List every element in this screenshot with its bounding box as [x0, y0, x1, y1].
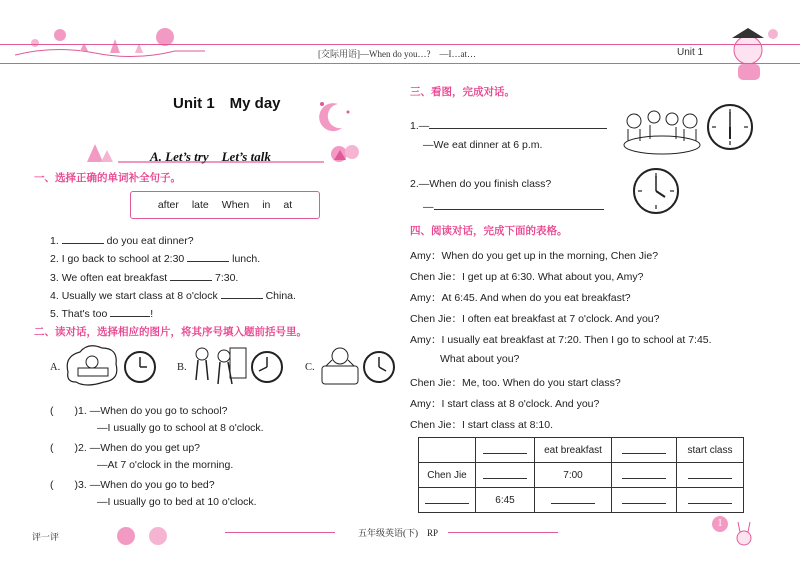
dialogue-line: Chen Jie：I start class at 8:10.	[410, 419, 553, 431]
dialogue-item-1: ( )1. —When do you go to school?	[50, 405, 228, 417]
table-cell[interactable]	[612, 438, 677, 463]
fill-item-1: 1. do you eat dinner?	[50, 235, 194, 247]
dialogue-item-2: ( )2. —When do you get up?	[50, 442, 201, 454]
section4-heading: 四、阅读对话，完成下面的表格。	[410, 225, 568, 237]
word-bank	[130, 191, 320, 219]
footer-book: 五年级英语(下) RP	[358, 528, 439, 538]
answer-blank[interactable]	[110, 306, 150, 317]
dialogue-line: Amy：I start class at 8 o'clock. And you?	[410, 398, 600, 410]
dialogue-line: Amy：I usually eat breakfast at 7:20. Then I go to school at 7:45.	[410, 334, 712, 346]
answer-blank[interactable]	[429, 118, 607, 129]
section2-heading: 二、读对话，选择相应的图片，将其序号填入题前括号里。	[34, 326, 307, 338]
section1-heading: 一、选择正确的单词补全句子。	[34, 172, 181, 184]
dialogue-line: Chen Jie：Me, too. When do you start class?	[410, 377, 621, 389]
table-cell: 6:45	[476, 488, 535, 513]
picture-answer-2: —	[423, 199, 604, 213]
pic-label-a: A.	[50, 362, 61, 373]
answer-blank[interactable]	[434, 199, 604, 210]
dialogue-line: Chen Jie：I get up at 6:30. What about you, Amy?	[410, 271, 644, 283]
sleeping-child-picture	[62, 342, 122, 390]
fill-item-5: 5. That's too !	[50, 308, 154, 320]
answer-paren[interactable]: ( )	[50, 479, 78, 491]
table-row	[419, 488, 744, 513]
word-bank-item: after	[157, 199, 179, 211]
children-walking-picture	[188, 344, 248, 392]
dialogue-line: What about you?	[440, 353, 520, 365]
table-cell[interactable]	[612, 488, 677, 513]
answer-blank[interactable]	[170, 270, 212, 281]
picture-item-1: 1.—	[410, 118, 607, 132]
table-cell: Chen Jie	[419, 463, 476, 488]
clock-icon	[251, 351, 283, 383]
table-cell[interactable]	[612, 463, 677, 488]
lesson-subtitle: A. Let’s try Let’s talk	[150, 149, 271, 164]
footer-divider	[225, 532, 335, 533]
family-dinner-picture	[620, 105, 704, 157]
dialogue-answer-3: —I usually go to bed at 10 o'clock.	[97, 496, 257, 508]
table-cell[interactable]	[419, 488, 476, 513]
clock-icon	[707, 104, 753, 150]
table-cell[interactable]	[677, 463, 744, 488]
footer-label: 评一评	[32, 532, 60, 542]
table-cell[interactable]	[677, 488, 744, 513]
dialogue-answer-2: —At 7 o'clock in the morning.	[97, 459, 234, 471]
word-bank-item: in	[262, 199, 271, 211]
fill-item-2: 2. I go back to school at 2:30 lunch.	[50, 253, 261, 265]
pic-label-c: C.	[305, 362, 315, 373]
clock-icon	[633, 168, 679, 214]
answer-paren[interactable]: ( )	[50, 405, 78, 417]
table-cell: eat breakfast	[535, 438, 612, 463]
table-cell: 7:00	[535, 463, 612, 488]
word-bank-item: late	[191, 199, 209, 211]
table-row	[419, 463, 744, 488]
dialogue-line: Chen Jie：I often eat breakfast at 7 o'clock. And you?	[410, 313, 660, 325]
header-unit: Unit 1	[677, 47, 704, 58]
table-cell[interactable]	[476, 438, 535, 463]
fill-item-4: 4. Usually we start class at 8 o'clock China.	[50, 290, 296, 302]
dialogue-answer-1: —I usually go to school at 8 o'clock.	[97, 422, 264, 434]
page-title: Unit 1 My day	[173, 95, 281, 112]
section3-heading: 三、看图，完成对话。	[410, 86, 515, 98]
table-cell: start class	[677, 438, 744, 463]
dialogue-line: Amy：At 6:45. And when do you eat breakfast?	[410, 292, 631, 304]
table-cell[interactable]	[535, 488, 612, 513]
footer-divider	[448, 532, 558, 533]
header-topic: [交际用语]—When do you…? —I…at…	[318, 49, 476, 59]
answer-blank[interactable]	[221, 288, 263, 299]
clock-icon	[363, 351, 395, 383]
word-bank-item: at	[283, 199, 293, 211]
pic-label-b: B.	[177, 362, 187, 373]
word-bank-item: When	[221, 199, 250, 211]
child-waking-picture	[318, 344, 362, 390]
table-cell	[419, 438, 476, 463]
answer-paren[interactable]: ( )	[50, 442, 78, 454]
picture-item-2: 2.—When do you finish class?	[410, 178, 552, 190]
table-row	[419, 438, 744, 463]
moon-icon	[312, 98, 352, 134]
dialogue-line: Amy：When do you get up in the morning, Chen Jie?	[410, 250, 659, 262]
schedule-table	[418, 437, 744, 513]
table-cell[interactable]	[476, 463, 535, 488]
dialogue-item-3: ( )3. —When do you go to bed?	[50, 479, 215, 491]
page-number: 1	[712, 516, 728, 532]
footer-bunny-icon	[730, 520, 770, 548]
fill-item-3: 3. We often eat breakfast 7:30.	[50, 272, 239, 284]
footer-fruit-decoration	[76, 520, 186, 550]
answer-blank[interactable]	[187, 251, 229, 262]
answer-blank[interactable]	[62, 233, 104, 244]
picture-answer-1: —We eat dinner at 6 p.m.	[423, 139, 543, 151]
clock-icon	[124, 351, 156, 383]
